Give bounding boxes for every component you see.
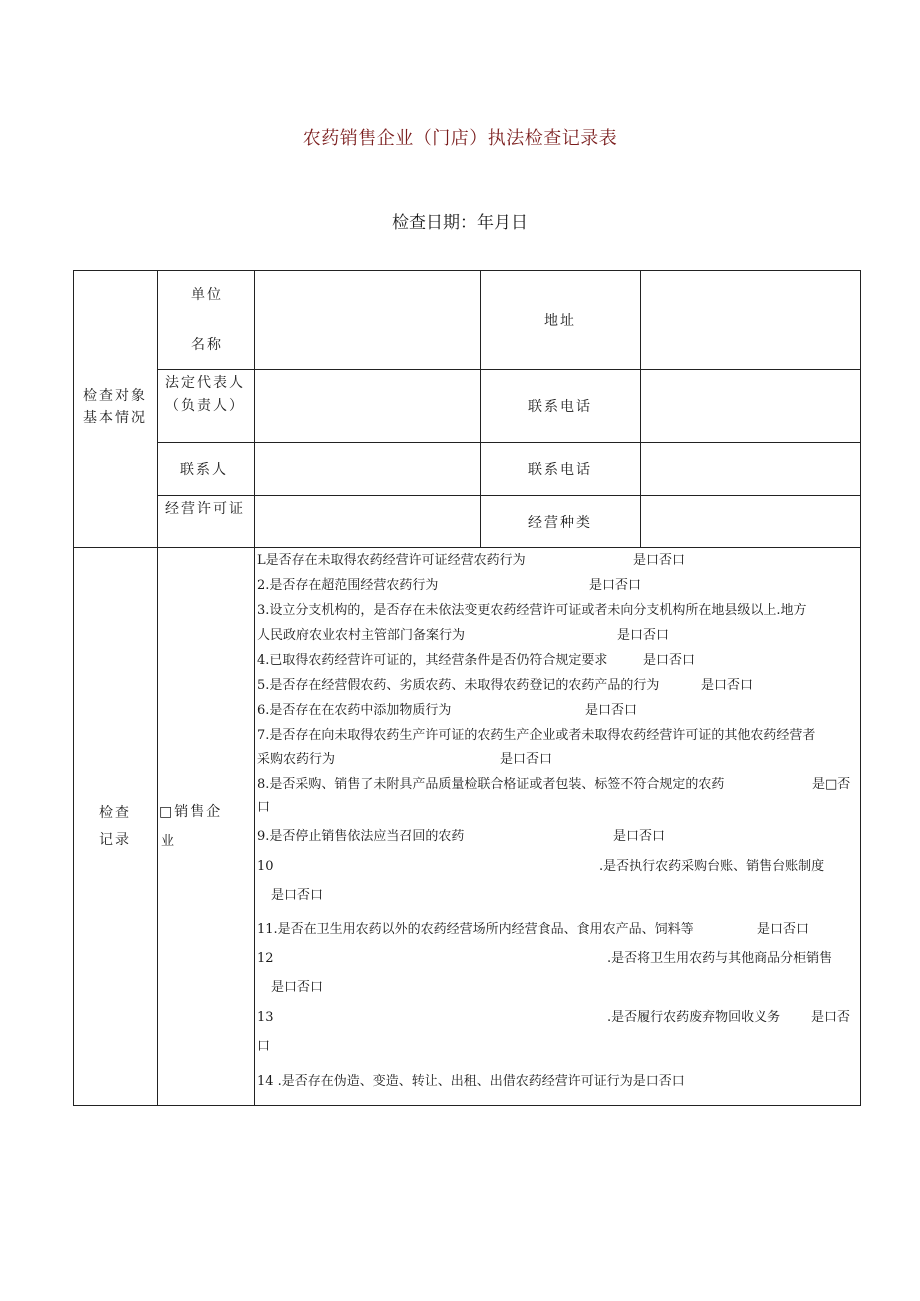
unit-name-label-line1: 单位 (191, 287, 223, 303)
row-divider-2 (157, 442, 861, 443)
check-item-8-answer-cont[interactable]: 口 (257, 800, 271, 815)
check-item-12 (257, 950, 857, 968)
check-item-13-number: 13 (257, 1010, 274, 1025)
column-divider-4 (640, 270, 641, 548)
record-section-label-line2: 记录 (99, 832, 131, 848)
check-item-1-text: L是否存在未取得农药经营许可证经营农药行为 (257, 553, 526, 568)
inspection-date: 检查日期：年月日 (392, 213, 528, 233)
check-item-7-text: 7.是否存在向未取得农药生产许可证的农药生产企业或者未取得农药经营许可证的其他农药经营者 (257, 728, 816, 743)
check-item-4 (257, 652, 857, 670)
check-item-2-text: 2.是否存在超范围经营农药行为 (257, 578, 439, 593)
check-item-13-answer[interactable]: 是口否 (811, 1010, 851, 1025)
check-item-10-answer[interactable]: 是口否口 (271, 888, 324, 903)
column-divider-1 (157, 270, 158, 1106)
basic-section-label-line2: 基本情况 (83, 410, 147, 426)
business-type-label-line1: □销售企 (159, 804, 223, 820)
check-item-4-answer[interactable]: 是口否口 (643, 653, 696, 668)
license-label: 经营许可证 (165, 501, 245, 517)
check-item-3-text: 3.设立分支机构的，是否存在未依法变更农药经营许可证或者未向分支机构所在地县级以上.地方 (257, 603, 807, 618)
check-item-14 (257, 1073, 857, 1091)
phone-label-2: 联系电话 (528, 462, 592, 478)
check-item-3-cont (257, 627, 857, 645)
check-item-6-text: 6.是否存在在农药中添加物质行为 (257, 703, 452, 718)
check-item-8-text: 8.是否采购、销售了未附具产品质量检联合格证或者包装、标签不符合规定的农药 (257, 777, 725, 792)
record-section-label (73, 800, 157, 854)
check-item-11 (257, 921, 857, 939)
check-item-2-answer[interactable]: 是口否口 (589, 578, 642, 593)
basic-section-label-line1: 检查对象 (83, 388, 147, 404)
table-border-top (73, 270, 861, 271)
check-item-5-text: 5.是否存在经营假农药、劣质农药、未取得农药登记的农药产品的行为 (257, 678, 660, 693)
unit-name-label-line2: 名称 (191, 337, 223, 353)
check-item-3 (257, 602, 857, 620)
check-item-13-text: .是否履行农药废弃物回收义务 (607, 1010, 781, 1025)
check-item-1-answer[interactable]: 是口否口 (633, 553, 686, 568)
check-item-10-cont (271, 887, 871, 905)
basic-section-label (73, 385, 157, 429)
check-item-3-text-cont: 人民政府农业农村主管部门备案行为 (257, 628, 466, 643)
check-item-6-answer[interactable]: 是口否口 (585, 703, 638, 718)
inspection-form-table (73, 270, 861, 1106)
check-item-8-answer[interactable]: 是□否 (812, 777, 851, 792)
check-item-10-text: .是否执行农药采购台账、销售台账制度 (599, 859, 825, 874)
check-item-3-answer[interactable]: 是口否口 (617, 628, 670, 643)
business-type-label-line2: 业 (161, 834, 177, 849)
check-item-12-answer[interactable]: 是口否口 (271, 980, 324, 995)
check-item-13 (257, 1009, 857, 1027)
check-item-10-number: 10 (257, 859, 274, 874)
check-item-7 (257, 727, 857, 745)
phone-label-1: 联系电话 (528, 399, 592, 415)
check-item-5 (257, 677, 857, 695)
check-item-2 (257, 577, 857, 595)
business-type-label (159, 797, 222, 857)
check-item-8-cont (257, 799, 857, 817)
check-item-5-answer[interactable]: 是口否口 (701, 678, 754, 693)
check-item-9 (257, 828, 857, 846)
check-item-6 (257, 702, 857, 720)
check-item-12-cont (271, 979, 871, 997)
section-divider (73, 547, 861, 548)
contact-label: 联系人 (180, 462, 228, 478)
check-item-13-answer-cont[interactable]: 口 (257, 1039, 271, 1054)
check-item-14-text: 14 .是否存在伪造、变造、转让、出租、出借农药经营许可证行为是口否口 (257, 1074, 685, 1089)
row-divider-1 (157, 369, 861, 370)
check-item-7-text-cont: 采购农药行为 (257, 752, 336, 767)
check-item-8 (257, 776, 857, 794)
check-item-13-cont (257, 1038, 857, 1056)
check-item-12-text: .是否将卫生用农药与其他商品分柜销售 (607, 951, 833, 966)
legal-rep-label-line1: 法定代表人 (165, 375, 245, 391)
check-item-9-text: 9.是否停止销售依法应当召回的农药 (257, 829, 465, 844)
table-border-bottom (73, 1105, 861, 1106)
column-divider-2 (254, 270, 255, 1106)
document-title: 农药销售企业（门店）执法检查记录表 (302, 128, 618, 149)
check-item-7-answer[interactable]: 是口否口 (500, 752, 553, 767)
category-label: 经营种类 (528, 515, 592, 531)
address-label: 地址 (544, 313, 576, 329)
check-item-11-text: 11.是否在卫生用农药以外的农药经营场所内经营食品、食用农产品、饲料等 (257, 922, 694, 937)
check-item-7-cont (257, 751, 857, 769)
check-item-10 (257, 858, 857, 876)
check-item-9-answer[interactable]: 是口否口 (613, 829, 666, 844)
check-item-4-text: 4.已取得农药经营许可证的，其经营条件是否仍符合规定要求 (257, 653, 608, 668)
legal-rep-label-line2: （负责人） (165, 398, 245, 414)
check-item-12-number: 12 (257, 951, 274, 966)
record-section-label-line1: 检查 (99, 805, 131, 821)
check-item-1 (257, 552, 857, 570)
check-item-11-answer[interactable]: 是口否口 (757, 922, 810, 937)
row-divider-3 (157, 495, 861, 496)
